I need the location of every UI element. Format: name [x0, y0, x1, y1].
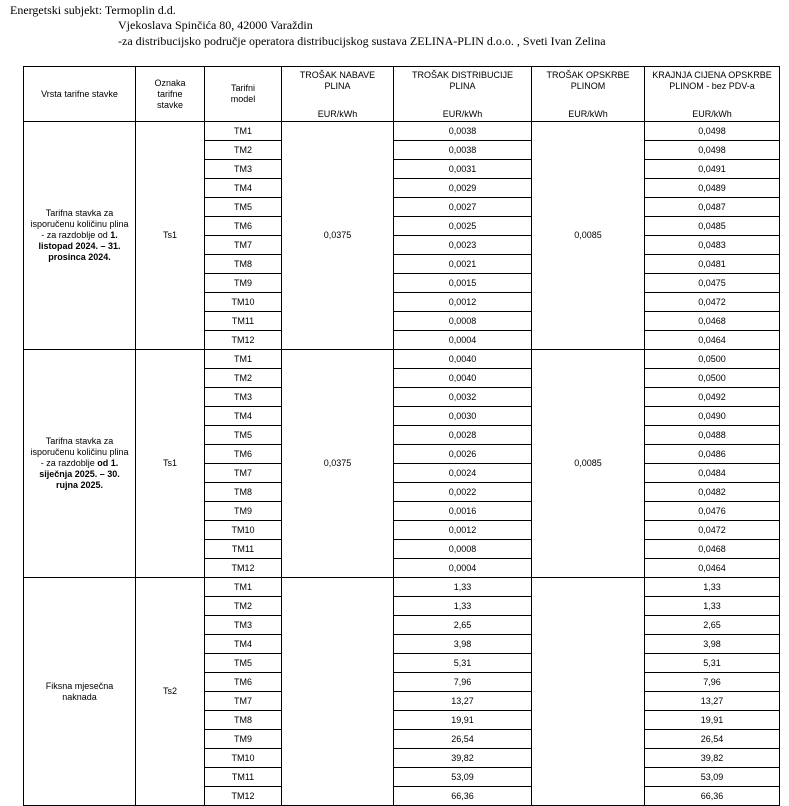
final-price-cell: 0,0472: [645, 521, 780, 540]
final-price-cell: 0,0468: [645, 540, 780, 559]
unit-label: EUR/kWh: [692, 109, 732, 119]
distribution-cost-cell: 0,0025: [394, 217, 532, 236]
distribution-cost-cell: 0,0012: [394, 293, 532, 312]
final-price-cell: 0,0489: [645, 179, 780, 198]
final-price-cell: 0,0485: [645, 217, 780, 236]
distribution-cost-cell: 26,54: [394, 730, 532, 749]
tariff-table: [23, 66, 780, 806]
table-row: [24, 350, 780, 369]
tariff-model-cell: TM11: [205, 312, 282, 331]
tariff-model-cell: TM1: [205, 578, 282, 597]
tariff-model-cell: TM4: [205, 635, 282, 654]
tariff-model-cell: TM8: [205, 255, 282, 274]
table-row: [24, 122, 780, 141]
retail-cost-cell: 0,0085: [532, 350, 645, 578]
distribution-cost-cell: 0,0008: [394, 540, 532, 559]
final-price-cell: 0,0498: [645, 122, 780, 141]
retail-cost-cell: [532, 578, 645, 806]
distribution-cost-cell: 0,0040: [394, 350, 532, 369]
distribution-cost-cell: 0,0022: [394, 483, 532, 502]
unit-label: EUR/kWh: [442, 109, 483, 119]
tariff-model-cell: TM9: [205, 730, 282, 749]
tariff-model-cell: TM12: [205, 787, 282, 806]
distribution-cost-cell: 2,65: [394, 616, 532, 635]
final-price-cell: 66,36: [645, 787, 780, 806]
tariff-model-cell: TM8: [205, 483, 282, 502]
tariff-model-cell: TM6: [205, 445, 282, 464]
tariff-code-cell: Ts2: [136, 578, 205, 806]
col-header-oznaka: Oznaka tarifne stavke: [136, 67, 205, 122]
distribution-cost-cell: 3,98: [394, 635, 532, 654]
tariff-model-cell: TM1: [205, 122, 282, 141]
final-price-cell: 0,0488: [645, 426, 780, 445]
final-price-cell: 0,0498: [645, 141, 780, 160]
final-price-cell: 0,0464: [645, 331, 780, 350]
final-price-cell: 0,0500: [645, 350, 780, 369]
distribution-cost-cell: 0,0030: [394, 407, 532, 426]
distribution-cost-cell: 0,0026: [394, 445, 532, 464]
tariff-model-cell: TM7: [205, 692, 282, 711]
final-price-cell: 2,65: [645, 616, 780, 635]
final-price-cell: 1,33: [645, 578, 780, 597]
distribution-cost-cell: 0,0004: [394, 331, 532, 350]
tariff-model-cell: TM7: [205, 236, 282, 255]
tariff-model-cell: TM8: [205, 711, 282, 730]
tariff-model-cell: TM4: [205, 407, 282, 426]
col-header-distribucija-label: TROŠAK DISTRIBUCIJE PLINA: [411, 70, 513, 91]
table-row: [24, 578, 780, 597]
col-header-opskrba-label: TROŠAK OPSKRBE PLINOM: [546, 70, 630, 91]
distribution-cost-cell: 0,0024: [394, 464, 532, 483]
distribution-cost-cell: 0,0027: [394, 198, 532, 217]
distribution-cost-cell: 0,0023: [394, 236, 532, 255]
final-price-cell: 1,33: [645, 597, 780, 616]
final-price-cell: 19,91: [645, 711, 780, 730]
tariff-model-cell: TM9: [205, 274, 282, 293]
tariff-model-cell: TM7: [205, 464, 282, 483]
distribution-cost-cell: 0,0021: [394, 255, 532, 274]
distribution-cost-cell: 0,0029: [394, 179, 532, 198]
final-price-cell: 0,0484: [645, 464, 780, 483]
retail-cost-cell: 0,0085: [532, 122, 645, 350]
tariff-model-cell: TM12: [205, 331, 282, 350]
tariff-type-text: Tarifna stavka za isporučenu količinu plina - za razdoblje od: [30, 208, 129, 240]
header-area: -za distribucijsko područje operatora distribucijskog sustava ZELINA-PLIN d.o.o. , Sveti Ivan Zelina: [118, 34, 606, 48]
col-header-model: Tarifni model: [205, 67, 282, 122]
tariff-model-cell: TM4: [205, 179, 282, 198]
final-price-cell: 13,27: [645, 692, 780, 711]
final-price-cell: 0,0500: [645, 369, 780, 388]
final-price-cell: 5,31: [645, 654, 780, 673]
final-price-cell: 0,0476: [645, 502, 780, 521]
tariff-model-cell: TM5: [205, 426, 282, 445]
distribution-cost-cell: 13,27: [394, 692, 532, 711]
tariff-model-cell: TM5: [205, 198, 282, 217]
distribution-cost-cell: 5,31: [394, 654, 532, 673]
distribution-cost-cell: 0,0012: [394, 521, 532, 540]
distribution-cost-cell: 0,0016: [394, 502, 532, 521]
tariff-model-cell: TM9: [205, 502, 282, 521]
col-header-opskrba: [532, 67, 645, 122]
tariff-code-cell: Ts1: [136, 122, 205, 350]
unit-label: EUR/kWh: [568, 109, 608, 119]
tariff-period: od 1. siječnja 2025. – 30. rujna 2025.: [39, 458, 120, 490]
final-price-cell: 53,09: [645, 768, 780, 787]
distribution-cost-cell: 53,09: [394, 768, 532, 787]
table-header-row: [24, 67, 780, 122]
final-price-cell: 7,96: [645, 673, 780, 692]
final-price-cell: 0,0481: [645, 255, 780, 274]
distribution-cost-cell: 19,91: [394, 711, 532, 730]
final-price-cell: 0,0491: [645, 160, 780, 179]
final-price-cell: 0,0492: [645, 388, 780, 407]
tariff-model-cell: TM11: [205, 768, 282, 787]
tariff-model-cell: TM10: [205, 749, 282, 768]
final-price-cell: 0,0483: [645, 236, 780, 255]
supply-cost-cell: 0,0375: [282, 122, 394, 350]
distribution-cost-cell: 0,0008: [394, 312, 532, 331]
final-price-cell: 26,54: [645, 730, 780, 749]
final-price-cell: 0,0486: [645, 445, 780, 464]
distribution-cost-cell: 0,0038: [394, 141, 532, 160]
final-price-cell: 3,98: [645, 635, 780, 654]
distribution-cost-cell: 1,33: [394, 597, 532, 616]
tariff-model-cell: TM12: [205, 559, 282, 578]
final-price-cell: 0,0475: [645, 274, 780, 293]
tariff-model-cell: TM2: [205, 597, 282, 616]
col-header-nabava: [282, 67, 394, 122]
final-price-cell: 0,0487: [645, 198, 780, 217]
final-price-cell: 0,0464: [645, 559, 780, 578]
final-price-cell: 39,82: [645, 749, 780, 768]
final-price-cell: 0,0482: [645, 483, 780, 502]
tariff-model-cell: TM6: [205, 217, 282, 236]
col-header-distribucija: [394, 67, 532, 122]
distribution-cost-cell: 0,0031: [394, 160, 532, 179]
tariff-type-text: Fiksna mjesečna naknada: [45, 680, 114, 702]
tariff-model-cell: TM2: [205, 141, 282, 160]
final-price-cell: 0,0490: [645, 407, 780, 426]
header-entity: Energetski subjekt: Termoplin d.d.: [10, 3, 176, 17]
distribution-cost-cell: 0,0004: [394, 559, 532, 578]
final-price-cell: 0,0472: [645, 293, 780, 312]
distribution-cost-cell: 39,82: [394, 749, 532, 768]
tariff-code-cell: Ts1: [136, 350, 205, 578]
tariff-period: 1. listopad 2024. – 31. prosinca 2024.: [38, 230, 121, 262]
distribution-cost-cell: 0,0038: [394, 122, 532, 141]
col-header-vrsta: Vrsta tarifne stavke: [24, 67, 136, 122]
tariff-type-text: Tarifna stavka za isporučenu količinu plina - za razdoblje: [30, 436, 129, 468]
tariff-model-cell: TM6: [205, 673, 282, 692]
tariff-model-cell: TM11: [205, 540, 282, 559]
supply-cost-cell: [282, 578, 394, 806]
distribution-cost-cell: 1,33: [394, 578, 532, 597]
distribution-cost-cell: 66,36: [394, 787, 532, 806]
distribution-cost-cell: 7,96: [394, 673, 532, 692]
col-header-krajnja: [645, 67, 780, 122]
tariff-model-cell: TM1: [205, 350, 282, 369]
header-address: Vjekoslava Spinčića 80, 42000 Varaždin: [118, 18, 313, 32]
tariff-model-cell: TM10: [205, 521, 282, 540]
distribution-cost-cell: 0,0040: [394, 369, 532, 388]
distribution-cost-cell: 0,0015: [394, 274, 532, 293]
distribution-cost-cell: 0,0028: [394, 426, 532, 445]
tariff-model-cell: TM10: [205, 293, 282, 312]
col-header-krajnja-label: KRAJNJA CIJENA OPSKRBE PLINOM - bez PDV-a: [652, 70, 772, 91]
distribution-cost-cell: 0,0032: [394, 388, 532, 407]
tariff-type-cell: [24, 350, 136, 578]
tariff-model-cell: TM3: [205, 160, 282, 179]
col-header-nabava-label: TROŠAK NABAVE PLINA: [299, 70, 376, 91]
final-price-cell: 0,0468: [645, 312, 780, 331]
tariff-model-cell: TM3: [205, 388, 282, 407]
tariff-model-cell: TM2: [205, 369, 282, 388]
tariff-type-cell: [24, 578, 136, 806]
tariff-model-cell: TM5: [205, 654, 282, 673]
supply-cost-cell: 0,0375: [282, 350, 394, 578]
unit-label: EUR/kWh: [317, 109, 358, 119]
tariff-model-cell: TM3: [205, 616, 282, 635]
tariff-type-cell: [24, 122, 136, 350]
